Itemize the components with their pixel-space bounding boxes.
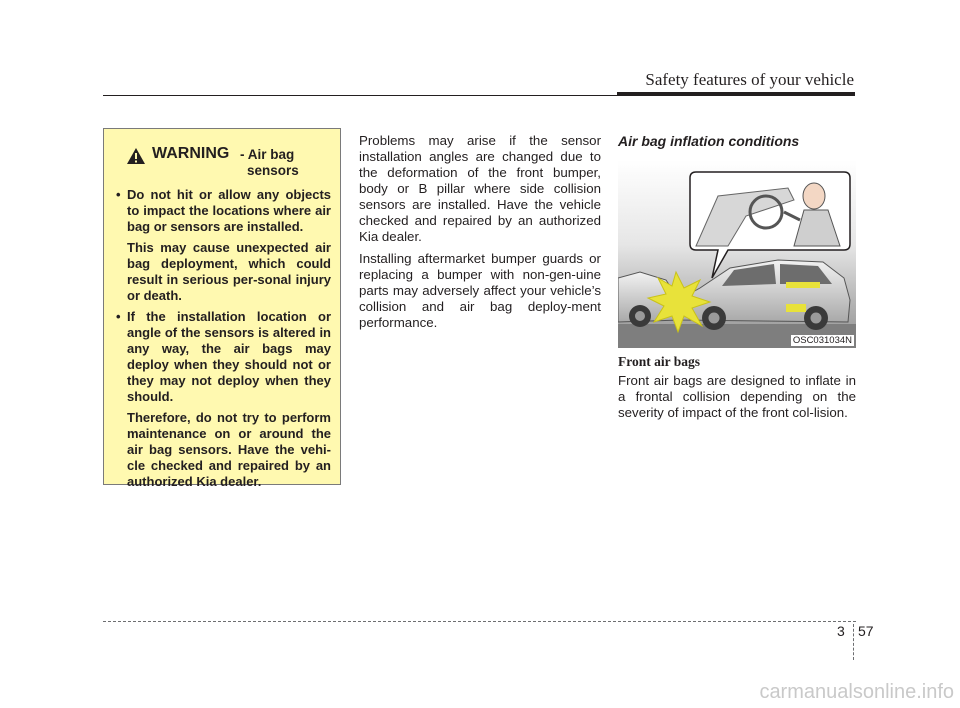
collision-drawing	[618, 160, 856, 348]
warning-topic-line2: sensors	[247, 163, 299, 178]
warning-bullet	[116, 187, 331, 304]
footer-rule	[103, 621, 856, 622]
collision-illustration	[618, 160, 856, 348]
subsection-title: Front air bags	[618, 354, 701, 369]
warning-header	[116, 145, 331, 187]
warning-bullet	[116, 309, 331, 490]
warning-paragraph: This may cause unexpected air bag deployment, which could result in serious per-sonal injury or death.	[127, 240, 331, 303]
figure-code: OSC031034N	[792, 335, 852, 346]
body-paragraph: Installing aftermarket bumper guards or replacing a bumper with non-gen-uine parts may adversely affect your vehicle’s collision and air bag deploy-ment performance.	[359, 251, 601, 330]
header-title: Safety features of your vehicle	[645, 70, 854, 89]
warning-triangle-icon	[126, 147, 146, 165]
warning-paragraph: Therefore, do not try to perform maintenance on or around the air bag sensors. Have the vehi-cle checked and repaired by an authorized Kia dealer.	[127, 410, 331, 489]
bullet-mark: •	[116, 309, 121, 324]
body-column	[359, 133, 601, 337]
chapter-number: 3	[837, 623, 845, 639]
header-rule-accent	[617, 92, 855, 96]
section-title: Air bag inflation conditions	[618, 133, 800, 149]
warning-label: WARNING	[152, 145, 230, 162]
watermark: carmanualsonline.info	[759, 681, 954, 703]
warning-topic	[240, 147, 340, 179]
subsection-text: Front air bags are designed to inflate in a frontal collision depending on the severity of impact of the front col-lision.	[618, 373, 856, 420]
bullet-mark: •	[116, 187, 121, 202]
warning-paragraph: Do not hit or allow any objects to impact the locations where air bag or sensors are installed.	[127, 187, 331, 234]
page-number: 57	[858, 623, 874, 639]
warning-paragraph: If the installation location or angle of the sensors is altered in any way, the air bags may deploy when they should not or they may not deploy when they should.	[127, 309, 331, 404]
body-paragraph: Problems may arise if the sensor installation angles are changed due to the deformation of the front bumper, body or B pillar where side collision sensors are installed. Have the vehicle checked and repaired by an authorized Kia dealer.	[359, 133, 601, 244]
warning-box	[103, 128, 341, 489]
page-number-divider	[853, 624, 854, 660]
warning-topic-line1: - Air bag	[240, 147, 295, 162]
